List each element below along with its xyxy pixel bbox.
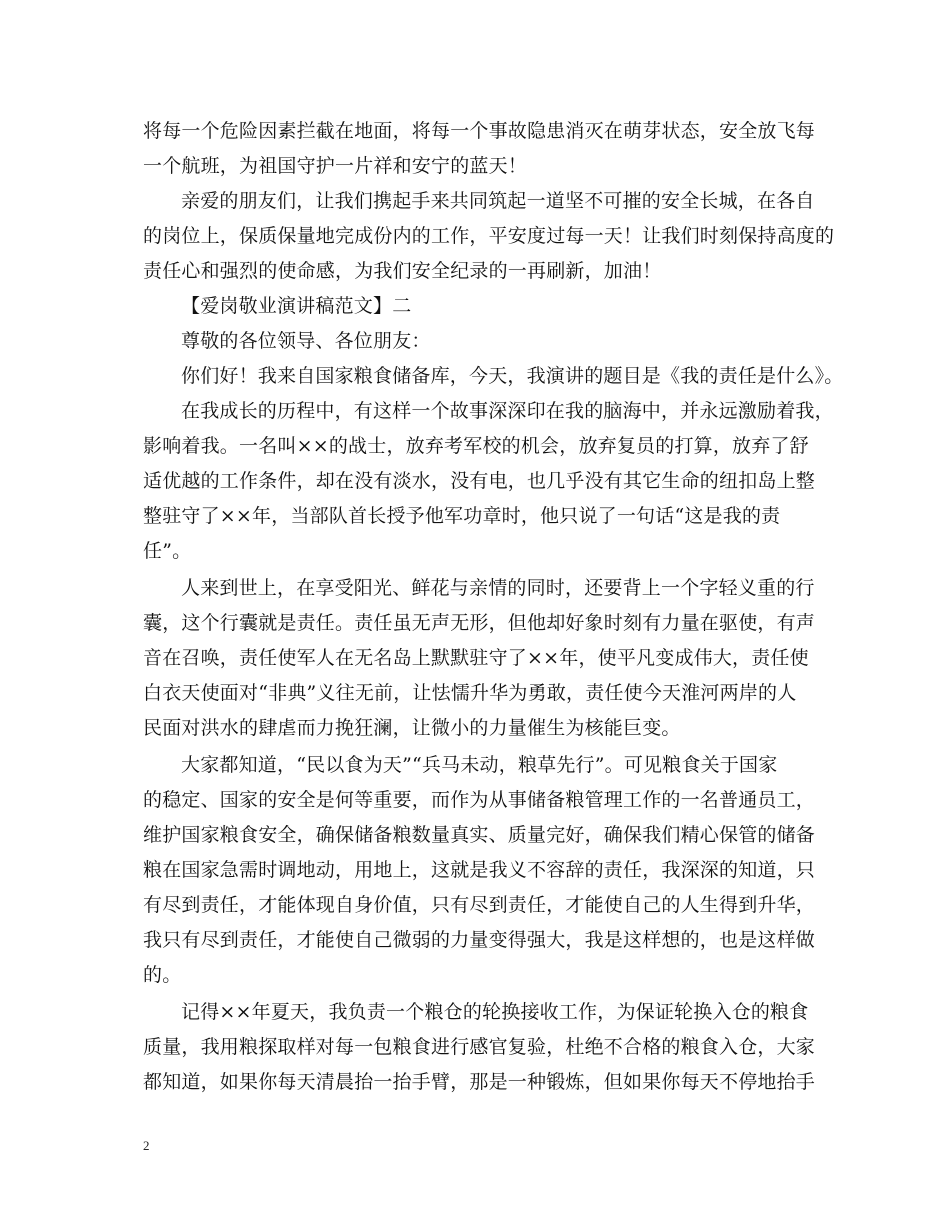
text-line: 任”。 bbox=[143, 540, 192, 562]
text-line: 责任心和强烈的使命感，为我们安全纪录的一再刷新，加油！ bbox=[143, 260, 662, 282]
salutation: 尊敬的各位领导、各位朋友： bbox=[181, 330, 431, 352]
text-line: 整驻守了××年，当部队首长授予他军功章时，他只说了一句话“这是我的责 bbox=[143, 505, 781, 527]
text-line: 将每一个危险因素拦截在地面，将每一个事故隐患消灭在萌芽状态，安全放飞每 bbox=[143, 120, 816, 142]
text-line: 的岗位上，保质保量地完成份内的工作，平安度过每一天！让我们时刻保持高度的 bbox=[143, 225, 835, 247]
text-line: 音在召唤，责任使军人在无名岛上默默驻守了××年，使平凡变成伟大，责任使 bbox=[143, 647, 809, 669]
text-line: 民面对洪水的肆虐而力挽狂澜，让微小的力量催生为核能巨变。 bbox=[143, 717, 681, 739]
text-line: 质量，我用粮探取样对每一包粮食进行感官复验，杜绝不合格的粮食入仓，大家 bbox=[143, 1036, 816, 1058]
text-line: 的稳定、国家的安全是何等重要，而作为从事储备粮管理工作的一名普通员工， bbox=[143, 789, 816, 811]
paragraph-start-line: 你们好！我来自国家粮食储备库，今天，我演讲的题目是《我的责任是什么》。 bbox=[181, 365, 844, 387]
text-line: 一个航班，为祖国守护一片祥和安宁的蓝天！ bbox=[143, 155, 528, 177]
text-line: 适优越的工作条件，却在没有淡水，没有电，也几乎没有其它生命的纽扣岛上整 bbox=[143, 470, 816, 492]
text-line: 白衣天使面对“非典”义往无前，让怯懦升华为勇敢，责任使今天淮河两岸的人 bbox=[143, 682, 797, 704]
text-line: 维护国家粮食安全，确保储备粮数量真实、质量完好，确保我们精心保管的储备 bbox=[143, 824, 816, 846]
text-line: 的。 bbox=[143, 964, 182, 986]
text-line: 我只有尽到责任，才能使自己微弱的力量变得强大，我是这样想的，也是这样做 bbox=[143, 929, 816, 951]
paragraph-start-line: 在我成长的历程中，有这样一个故事深深印在我的脑海中，并永远激励着我， bbox=[181, 400, 834, 422]
body-text bbox=[143, 114, 844, 1100]
text-line: 有尽到责任，才能体现自身价值，只有尽到责任，才能使自己的人生得到升华， bbox=[143, 894, 816, 916]
text-line: 囊，这个行囊就是责任。责任虽无声无形，但他却好象时刻有力量在驱使，有声 bbox=[143, 612, 816, 634]
paragraph-start-line: 记得××年夏天，我负责一个粮仓的轮换接收工作，为保证轮换入仓的粮食 bbox=[181, 1001, 809, 1023]
text-line: 都知道，如果你每天清晨抬一抬手臂，那是一种锻炼，但如果你每天不停地抬手 bbox=[143, 1071, 816, 1093]
paragraph-start-line: 人来到世上，在享受阳光、鲜花与亲情的同时，还要背上一个字轻义重的行 bbox=[181, 577, 815, 599]
paragraph-start-line: 大家都知道，“民以食为天”“兵马未动，粮草先行”。可见粮食关于国家 bbox=[181, 754, 778, 776]
page-number: 2 bbox=[143, 1138, 150, 1153]
paragraph-start-line: 亲爱的朋友们，让我们携起手来共同筑起一道坚不可摧的安全长城，在各自 bbox=[181, 190, 815, 212]
section-heading: 【爱岗敬业演讲稿范文】二 bbox=[181, 295, 412, 317]
text-line: 影响着我。一名叫××的战士，放弃考军校的机会，放弃复员的打算，放弃了舒 bbox=[143, 435, 809, 457]
text-line: 粮在国家急需时调地动，用地上，这就是我义不容辞的责任，我深深的知道，只 bbox=[143, 859, 816, 881]
